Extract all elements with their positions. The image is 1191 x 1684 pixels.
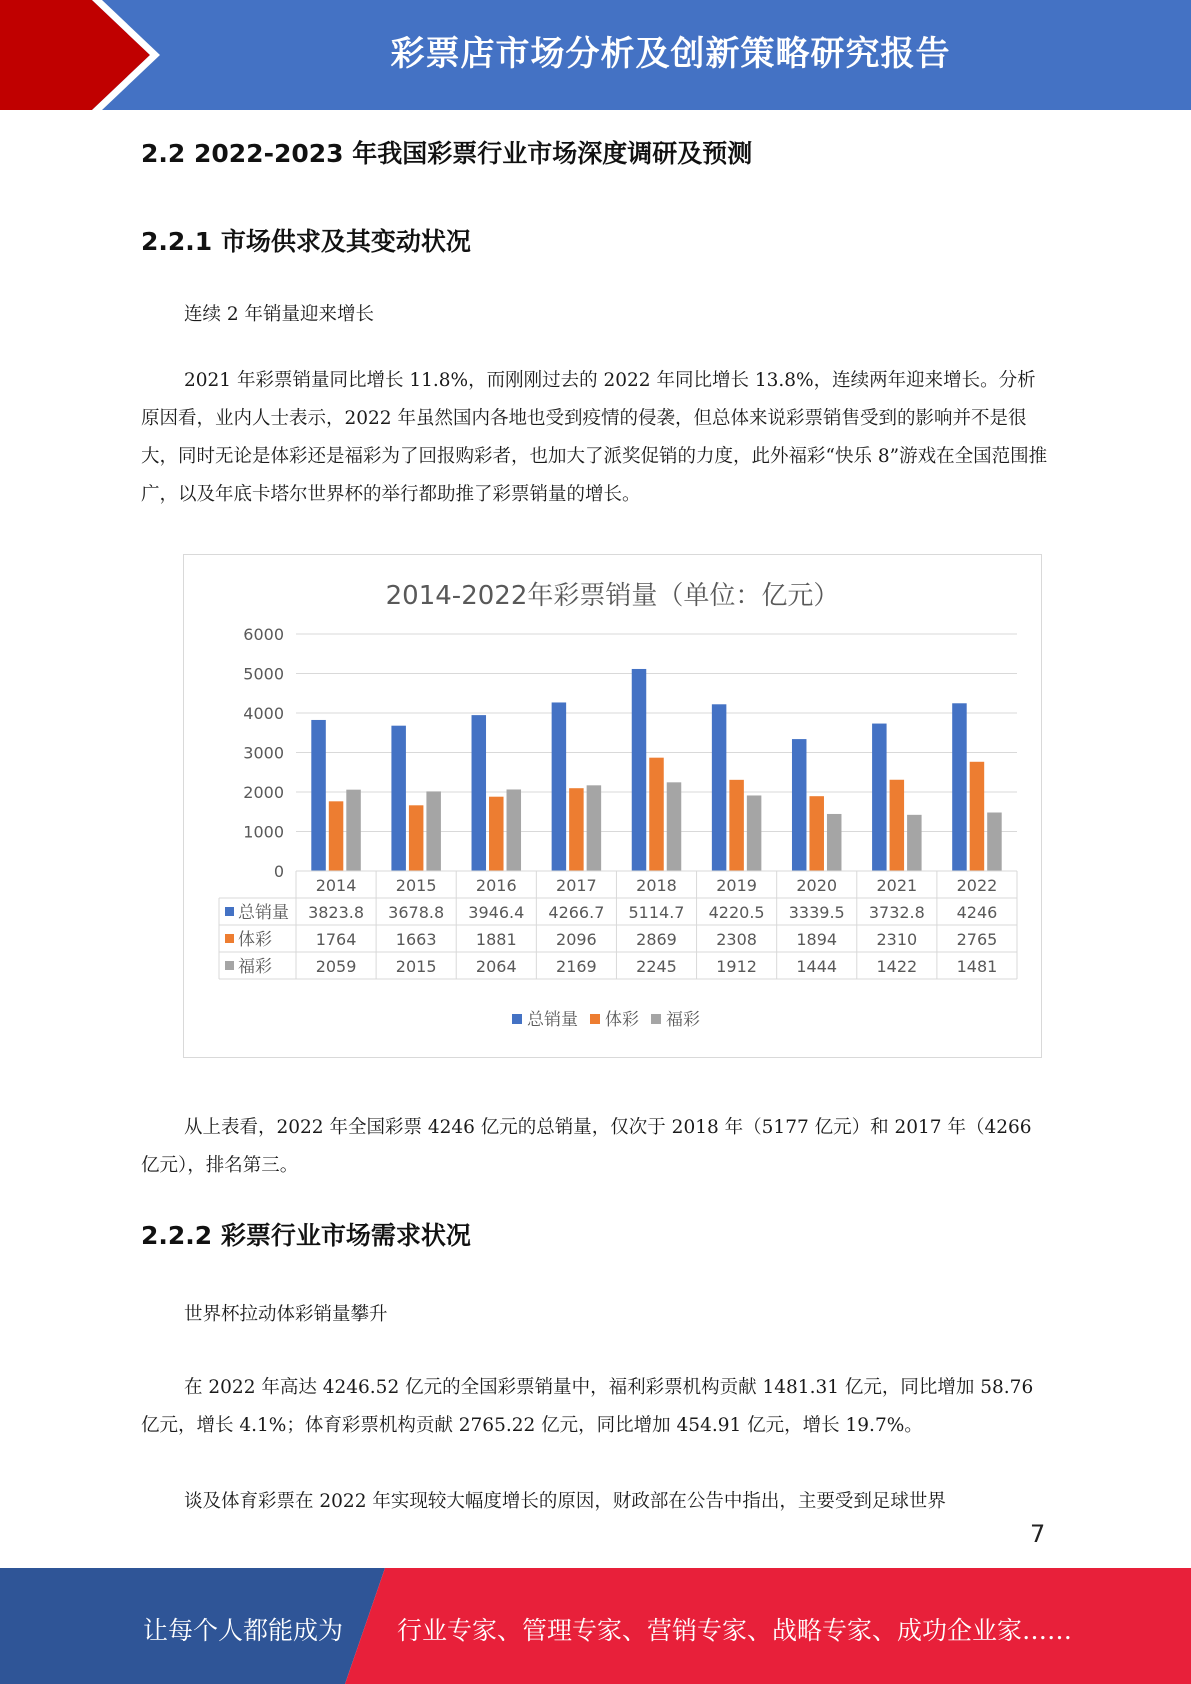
bar-体彩-2019	[729, 780, 744, 871]
bar-体彩-2014	[329, 801, 344, 871]
table-data-label: 2869	[636, 930, 677, 949]
table-legend-key	[225, 907, 234, 916]
table-data-label: 3339.5	[788, 903, 845, 922]
table-data-label: 1481	[956, 957, 998, 976]
bar-福彩-2017	[587, 785, 602, 871]
x-tick-label: 2019	[716, 876, 757, 895]
page-footer	[0, 1568, 1191, 1684]
bar-福彩-2014	[346, 790, 361, 871]
table-data-label: 5114.7	[628, 903, 685, 922]
table-data-label: 1881	[475, 930, 517, 949]
table-data-label: 2059	[315, 957, 357, 976]
section-heading-2-2-2: 2.2.2 彩票行业市场需求状况	[141, 1221, 471, 1250]
table-data-label: 2096	[556, 930, 597, 949]
legend-swatch	[512, 1014, 522, 1024]
table-data-label: 1663	[395, 930, 437, 949]
body-paragraph: 2021 年彩票销量同比增长 11.8%，而刚刚过去的 2022 年同比增长 13.8%，连续两年迎来增长。分析原因看，业内人士表示，2022 年虽然国内各地也受到疫情的侵袭，但总体来说彩票销售受到的影响并不是很大，同时无论是体彩还是福彩为了回报购彩者，也加大了派奖促销的力度，此外福彩“快乐 8”游戏在全国范围推广，以及年底卡塔尔世界杯的举行都助推了彩票销量的增长。	[141, 370, 1048, 505]
y-tick-label: 4000	[243, 704, 284, 723]
table-data-label: 2310	[876, 930, 918, 949]
y-tick-label: 5000	[243, 664, 284, 684]
bar-体彩-2017	[569, 788, 584, 871]
table-data-label: 1444	[796, 957, 838, 976]
bar-体彩-2018	[649, 758, 664, 871]
table-series-label: 总销量	[238, 903, 289, 923]
page-number: 7	[1030, 1520, 1046, 1548]
legend-label: 福彩	[666, 1010, 700, 1030]
table-data-label: 3732.8	[868, 903, 925, 922]
table-data-label: 1422	[876, 957, 918, 976]
y-tick-label: 1000	[243, 822, 284, 842]
table-data-label: 2245	[636, 957, 677, 976]
x-tick-label: 2016	[475, 876, 517, 895]
report-title: 彩票店市场分析及创新策略研究报告	[390, 34, 951, 74]
table-data-label: 2064	[475, 957, 517, 976]
table-data-label: 4266.7	[548, 903, 605, 922]
body-paragraph: 谈及体育彩票在 2022 年实现较大幅度增长的原因，财政部在公告中指出，主要受到足球世界	[184, 1491, 946, 1512]
x-tick-label: 2014	[315, 876, 357, 895]
x-tick-label: 2015	[395, 876, 437, 895]
section-heading-2-2: 2.2 2022-2023 年我国彩票行业市场深度调研及预测	[141, 139, 753, 168]
y-tick-label: 6000	[243, 625, 284, 644]
table-data-label: 3678.8	[388, 903, 445, 922]
header-arrow-decoration	[0, 0, 220, 110]
subsection-title: 世界杯拉动体彩销量攀升	[184, 1304, 388, 1325]
bar-体彩-2021	[890, 780, 905, 871]
table-legend-key	[225, 961, 234, 970]
bar-福彩-2020	[827, 814, 842, 871]
chart-title: 2014-2022年彩票销量（单位：亿元）	[385, 581, 840, 611]
x-tick-label: 2022	[956, 876, 998, 895]
y-tick-label: 3000	[243, 743, 284, 763]
table-data-label: 1912	[716, 957, 757, 976]
table-data-label: 2308	[716, 930, 757, 949]
legend-label: 体彩	[605, 1010, 639, 1030]
bar-体彩-2016	[489, 797, 504, 871]
footer-slogan-right: 行业专家、管理专家、营销专家、战略专家、成功企业家……	[397, 1616, 1073, 1645]
section-heading-2-2-1: 2.2.1 市场供求及其变动状况	[141, 227, 471, 256]
bar-总销量-2015	[391, 726, 406, 871]
bar-福彩-2021	[907, 815, 922, 871]
bar-总销量-2014	[311, 720, 326, 871]
bar-体彩-2015	[409, 805, 424, 871]
table-series-label: 福彩	[238, 957, 272, 977]
table-data-label: 2015	[395, 957, 437, 976]
chart-commentary: 从上表看，2022 年全国彩票 4246 亿元的总销量，仅次于 2018 年（5177 亿元）和 2017 年（4266 亿元），排名第三。	[141, 1117, 1032, 1176]
chart-canvas	[184, 555, 1041, 1057]
body-paragraph: 在 2022 年高达 4246.52 亿元的全国彩票销量中，福利彩票机构贡献 1481.31 亿元，同比增加 58.76 亿元，增长 4.1%；体育彩票机构贡献 2765.22 亿元，同比增加 454.91 亿元，增长 19.7%。	[141, 1377, 1034, 1436]
bar-体彩-2022	[970, 762, 985, 871]
bar-福彩-2022	[987, 813, 1002, 871]
legend-swatch	[590, 1014, 600, 1024]
table-data-label: 3946.4	[468, 903, 525, 922]
bar-总销量-2020	[792, 739, 807, 871]
bar-福彩-2016	[507, 789, 522, 871]
y-tick-label: 0	[273, 862, 284, 881]
table-data-label: 4246	[956, 903, 998, 922]
y-tick-label: 2000	[243, 783, 284, 802]
bar-福彩-2018	[667, 782, 682, 871]
legend-swatch	[651, 1014, 661, 1024]
bar-福彩-2019	[747, 795, 762, 871]
table-legend-key	[225, 934, 234, 943]
bar-福彩-2015	[426, 791, 441, 871]
page-header	[0, 0, 1191, 110]
bar-总销量-2016	[472, 715, 487, 871]
x-tick-label: 2018	[636, 876, 677, 895]
subsection-title: 连续 2 年销量迎来增长	[184, 304, 375, 325]
bar-总销量-2021	[872, 724, 887, 871]
table-data-label: 4220.5	[708, 903, 765, 922]
legend-label: 总销量	[527, 1010, 578, 1030]
footer-slogan-left: 让每个人都能成为	[143, 1616, 344, 1645]
bar-总销量-2017	[552, 702, 567, 871]
table-data-label: 1894	[796, 930, 838, 949]
bar-体彩-2020	[809, 796, 824, 871]
sales-chart	[183, 554, 1042, 1058]
x-tick-label: 2020	[796, 876, 838, 895]
bar-总销量-2019	[712, 704, 727, 871]
table-data-label: 3823.8	[308, 903, 365, 922]
table-data-label: 2169	[556, 957, 597, 976]
table-data-label: 1764	[315, 930, 357, 949]
bar-总销量-2022	[952, 703, 967, 871]
x-tick-label: 2017	[556, 876, 597, 895]
x-tick-label: 2021	[876, 876, 918, 895]
table-series-label: 体彩	[238, 930, 272, 950]
bar-总销量-2018	[632, 669, 647, 871]
table-data-label: 2765	[956, 930, 998, 949]
